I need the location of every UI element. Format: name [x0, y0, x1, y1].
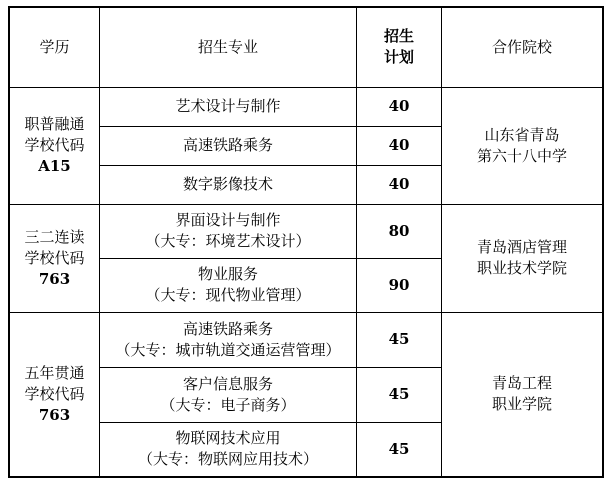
group-1-partner: 山东省青岛 第六十八中学 — [442, 87, 604, 204]
table-row — [9, 312, 603, 367]
major-cell: 物业服务 （大专：现代物业管理） — [100, 258, 357, 312]
major-cell: 高速铁路乘务 — [100, 126, 357, 165]
major-cell: 艺术设计与制作 — [100, 87, 357, 126]
plan-cell: 45 — [357, 367, 442, 422]
table-row — [9, 87, 603, 126]
group-2-name: 三二连读 学校代码 763 — [9, 204, 100, 312]
enrollment-table-container — [8, 6, 604, 478]
major-cell: 物联网技术应用 （大专：物联网应用技术） — [100, 422, 357, 477]
header-major: 招生专业 — [100, 7, 357, 87]
table-header-row — [9, 7, 603, 87]
header-education: 学历 — [9, 7, 100, 87]
major-cell: 数字影像技术 — [100, 165, 357, 204]
group-3-name: 五年贯通 学校代码 763 — [9, 312, 100, 477]
group-2-partner: 青岛酒店管理 职业技术学院 — [442, 204, 604, 312]
header-plan: 招生 计划 — [357, 7, 442, 87]
major-cell: 高速铁路乘务 （大专：城市轨道交通运营管理） — [100, 312, 357, 367]
plan-cell: 90 — [357, 258, 442, 312]
group-1-name: 职普融通 学校代码 A15 — [9, 87, 100, 204]
enrollment-table — [8, 6, 604, 478]
header-partner: 合作院校 — [442, 7, 604, 87]
group-3-partner: 青岛工程 职业学院 — [442, 312, 604, 477]
plan-cell: 80 — [357, 204, 442, 258]
plan-cell: 40 — [357, 87, 442, 126]
table-row — [9, 204, 603, 258]
major-cell: 界面设计与制作 （大专：环境艺术设计） — [100, 204, 357, 258]
major-cell: 客户信息服务 （大专：电子商务） — [100, 367, 357, 422]
plan-cell: 45 — [357, 312, 442, 367]
plan-cell: 45 — [357, 422, 442, 477]
plan-cell: 40 — [357, 126, 442, 165]
plan-cell: 40 — [357, 165, 442, 204]
